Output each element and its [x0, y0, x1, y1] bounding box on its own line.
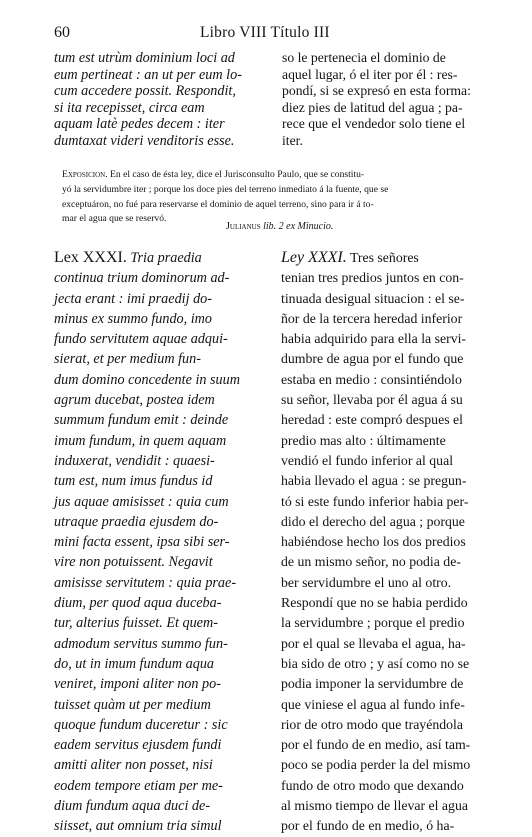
- text-line: eodem tempore etiam per me-: [54, 777, 223, 794]
- text-line: tuisset quàm ut per medium: [54, 696, 211, 713]
- top-spanish-column: [282, 50, 487, 149]
- law-latin-column: [54, 248, 272, 837]
- text-line: yó la servidumbre iter ; porque los doce pies del terreno inmediato á la fuente, que se: [62, 183, 389, 195]
- text-line: de un mismo señor, no podia de-: [281, 554, 461, 570]
- text-line: dum domino concedente in suum: [54, 371, 240, 388]
- text-line: induxerat, vendidit : quaesi-: [54, 452, 215, 469]
- text-line: siisset, aut omnium tria simul: [54, 818, 222, 835]
- text-line: jecta erant : imi praedij do-: [54, 290, 213, 307]
- text-line: podia imponer la servidumbre de: [281, 676, 464, 692]
- text-line: jus aquae amisisset : quia cum: [54, 493, 229, 510]
- text-line: fundo servitutem aquae adqui-: [54, 331, 228, 348]
- text-line: so le pertenecia el dominio de: [282, 50, 446, 65]
- text-line: veniret, imponi aliter non po-: [54, 676, 221, 693]
- text-line: por el qual se llevaba el agua, ha-: [281, 635, 466, 651]
- text-line: dium, per quod aqua duceba-: [54, 595, 222, 612]
- text-line: bia sido de otro ; y así como no se: [281, 655, 470, 671]
- text-line: minus ex summo fundo, imo: [54, 310, 213, 327]
- running-head: Libro VIII Título III: [200, 24, 330, 41]
- text-line: Lex XXXI. Tria praedia: [54, 249, 202, 266]
- text-line: sierat, et per medium fun-: [54, 351, 201, 368]
- text-line: dido el derecho del agua ; porque: [281, 513, 465, 529]
- text-line: agrum ducebat, postea idem: [54, 392, 215, 409]
- text-line: por el fundo de en medio, ó ha-: [281, 818, 455, 834]
- text-line: iter.: [282, 132, 303, 148]
- text-line: tur, alterius fuisset. Et quem-: [54, 615, 218, 632]
- text-line: fundo de otro modo que dexando: [281, 777, 464, 793]
- text-line: la servidumbre ; porque el predio: [281, 615, 465, 631]
- text-line: que viniese el agua al fundo infe-: [281, 696, 465, 712]
- text-line: tenian tres predios juntos en con-: [281, 270, 464, 286]
- text-line: Respondí que no se habia perdido: [281, 595, 468, 611]
- text-line: vendió el fundo inferior al qual: [281, 452, 454, 468]
- text-line: tinuada desigual situacion : el se-: [281, 290, 465, 306]
- text-line: ñor de la tercera heredad inferior: [281, 310, 463, 326]
- exposicion-note: [62, 168, 487, 227]
- text-line: mini facta essent, ipsa sibi ser-: [54, 534, 230, 551]
- author-attribution: [226, 221, 333, 232]
- text-line: rece que el vendedor solo tiene el: [282, 116, 466, 131]
- text-line: amisisse servitutem : quia prae-: [54, 574, 237, 591]
- text-line: summum fundum emit : deinde: [54, 412, 229, 429]
- text-line: tum est, num imus fundus id: [54, 473, 213, 490]
- text-line: por el fundo de en medio, así tam-: [281, 737, 471, 753]
- exposicion-label: Exposicion.: [62, 169, 108, 180]
- text-line: Exposicion. En el caso de ésta ley, dice el Jurisconsulto Paulo, que se constitu-: [62, 169, 365, 180]
- text-line: al mismo tiempo de llevar el agua: [281, 798, 468, 814]
- text-line: aquam latè pedes decem : iter: [54, 116, 225, 132]
- text-line: rior de otro modo que trayéndola: [281, 716, 463, 732]
- text-line: heredad : este compró despues el: [281, 412, 463, 428]
- text-line: aquel lugar, ó el iter por él : res-: [282, 66, 458, 82]
- text-line: admodum servitus summo fun-: [54, 635, 228, 652]
- law-heading: Ley XXXI.: [281, 249, 347, 266]
- text-line: imum fundum, in quem aquam: [54, 432, 227, 449]
- text-line: amitti aliter non posset, nisi: [54, 757, 213, 774]
- text-line: diez pies de latitud del agua ; pa-: [282, 99, 463, 115]
- text-line: pondí, si se expresó en esta forma:: [282, 83, 471, 98]
- text-line: dumtaxat videri venditoris esse.: [54, 132, 235, 149]
- text-line: habia adquirido para ella la servi-: [281, 331, 467, 347]
- text-line: Ley XXXI. Tres señores: [281, 249, 419, 266]
- text-line: cum accedere possit. Respondit,: [54, 83, 236, 99]
- law-heading: Lex XXXI.: [54, 249, 127, 266]
- text-line: eum pertineat : an ut per eum lo-: [54, 66, 242, 83]
- text-line: vire non potuissent. Negavit: [54, 554, 213, 571]
- text-line: eadem servitus ejusdem fundi: [54, 737, 222, 754]
- text-line: estaba en medio : consintiéndolo: [281, 371, 462, 387]
- law-spanish-column: [281, 248, 487, 837]
- text-line: exceptuáron, no fué para reservarse el dominio de aquel terreno, sino para ir á to-: [62, 198, 374, 210]
- author-ref: lib. 2 ex Minucio.: [260, 221, 334, 232]
- author-name: Julianus: [226, 221, 261, 232]
- text-line: poco se podia perder la del mismo: [281, 757, 471, 773]
- text-line: mar el agua que se reservó.: [62, 213, 167, 225]
- text-line: habia llevado el agua : se pregun-: [281, 473, 467, 489]
- page-number: 60: [54, 24, 70, 41]
- text-line: continua trium dominorum ad-: [54, 270, 230, 287]
- top-latin-column: [54, 50, 272, 149]
- text-line: ber servidumbre el uno al otro.: [281, 574, 452, 590]
- text-line: dium fundum aqua duci de-: [54, 798, 211, 815]
- text-line: habiéndose hecho los dos predios: [281, 534, 466, 550]
- text-line: tum est utrùm dominium loci ad: [54, 50, 235, 66]
- text-line: tó si este fundo inferior habia per-: [281, 493, 469, 509]
- text-line: su señor, llevaba por él agua á su: [281, 392, 463, 408]
- text-line: si ita recepisset, circa eam: [54, 99, 205, 116]
- text-line: utraque praedia ejusdem do-: [54, 513, 219, 530]
- text-line: dumbre de agua por el fundo que: [281, 351, 464, 367]
- text-line: predio mas alto : últimamente: [281, 432, 446, 448]
- text-line: do, ut in imum fundum aqua: [54, 655, 215, 672]
- text-line: quoque fundum duceretur : sic: [54, 716, 228, 733]
